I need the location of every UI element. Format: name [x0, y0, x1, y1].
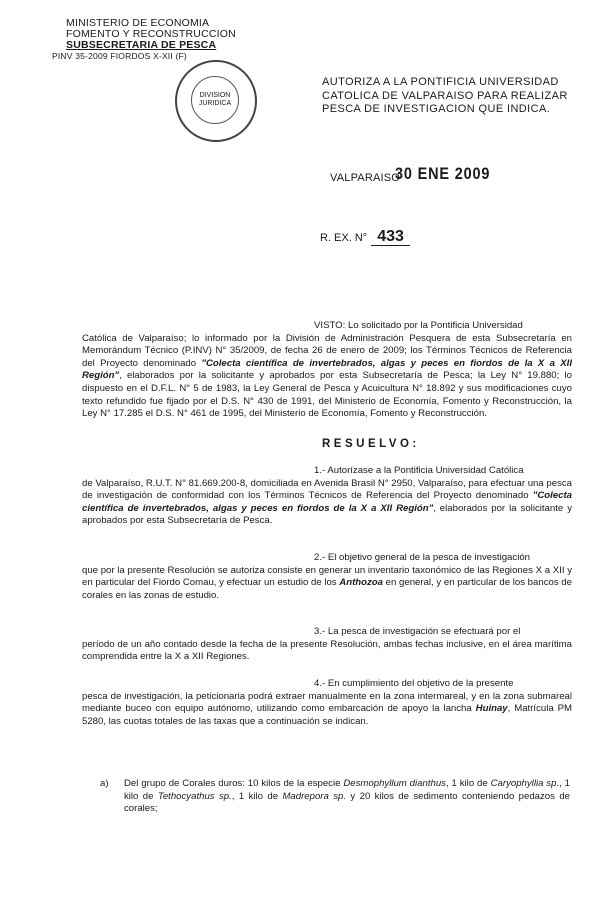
letterhead-ministry: MINISTERIO DE ECONOMIA: [66, 17, 210, 29]
item-a-text-4: , 1 kilo de: [231, 790, 283, 802]
species-desmophyllum: Desmophyllum dianthus: [343, 778, 446, 789]
division-juridica-seal: [175, 60, 257, 142]
article-3: [82, 626, 572, 664]
letterhead: [52, 17, 236, 62]
visto-text-1: Católica de Valparaíso; lo informado por la División de Administración Pesquera de esta Subsecretaría en Memorándum Técnico (P.INV) N° 35/2009, de fecha 26 de enero de 2009; los Términos Técnicos de Referencia del Proyecto denominado: [82, 332, 572, 369]
article-1-project-title: "Colecta científica de invertebrados, algas y peces en fiordos de la X a XII Región": [82, 490, 572, 514]
article-1-text-1: de Valparaíso, R.U.T. N° 81.669.200-8, domiciliada en Avenida Brasil N° 2950, Valparaíso, para efectuar una pesca de investigación de conformidad con los Términos Técnicos de Referencia del Proyecto denominado: [82, 477, 572, 502]
article-4-text-1: pesca de investigación, la peticionaria podrá extraer manualmente en la zona intermareal, y en la zona submareal mediante buceo con equipo autónomo, utilizando como embarcación de apoyo la lancha: [82, 690, 572, 715]
article-2: [82, 552, 572, 602]
article-1: [82, 465, 572, 528]
species-tethocyathus: Tethocyathus sp.: [157, 790, 232, 802]
place-label: VALPARAISO: [330, 172, 401, 184]
article-4: [82, 678, 572, 728]
resolution-number-label: R. EX. N°: [320, 232, 368, 244]
species-madrepora: Madrepora sp.: [282, 790, 347, 802]
resuelvo-heading: RESUELVO:: [322, 438, 420, 450]
article-4-lead: 4.- En cumplimiento del objetivo de la presente: [314, 678, 514, 689]
article-2-text-2: en general, y en particular de los bancos de corales en las zonas de estudio.: [82, 577, 572, 601]
item-a-text-2: , 1 kilo de: [445, 778, 491, 789]
article-4-vessel: Huinay: [475, 703, 508, 715]
resolution-number: [320, 228, 410, 246]
letterhead-subsecretaria: SUBSECRETARIA DE PESCA: [66, 39, 217, 51]
species-caryophyllia: Caryophyllia sp.: [490, 778, 560, 789]
visto-text-2: , elaborados por la solicitante y aprobados por esta Subsecretaría de Pesca; la Ley N° 19.880; lo dispuesto en el D.F.L. N° 5 de 1983, la Ley General de Pesca y Acuicultura N° 18.892 y sus modificaciones cuyo texto refundido fue fijado por el D.S. N° 430 de 1991, del Ministerio de Economía, Fomento y Reconstrucción, la Ley N° 17.285 el D.S. N° 461 de 1995, del Ministerio de Economía, Fomento y Reconstrucción.: [82, 370, 572, 420]
visto-lead: VISTO: Lo solicitado por la Pontificia Universidad: [314, 320, 523, 331]
seal-text-2: JURIDICA: [198, 100, 232, 107]
item-a-text: [124, 778, 570, 816]
item-a-text-3: , 1 kilo de: [124, 778, 571, 802]
article-2-text-1: que por la presente Resolución se autoriza consiste en generar un inventario taxonómico de las Regiones X a XII y en particular del Fiordo Comau, y efectuar un estudio de los: [82, 564, 572, 589]
quota-item-a: [100, 778, 570, 816]
article-1-lead: 1.- Autorízase a la Pontificia Universidad Católica: [314, 465, 524, 476]
article-4-text-2: , Matrícula PM 5280, las cuotas totales de las taxas que a continuación se indican.: [82, 703, 572, 727]
item-marker: a): [100, 778, 109, 789]
article-3-lead: 3.- La pesca de investigación se efectuará por el: [314, 626, 521, 637]
visto-paragraph: [82, 320, 572, 421]
article-2-taxon: Anthozoa: [339, 577, 383, 589]
article-2-lead: 2.- El objetivo general de la pesca de investigación: [314, 552, 530, 563]
article-3-text: período de un año contado desde la fecha de la presente Resolución, ambas fechas inclusive, en el área marítima comprendida entre la X a XII Regiones.: [82, 638, 572, 663]
letterhead-reference: PINV 35-2009 FIORDOS X-XII (F): [52, 51, 187, 61]
item-a-text-5: y 20 kilos de sedimento conteniendo pedazos de corales;: [124, 790, 571, 815]
visto-project-title: "Colecta científica de invertebrados, algas y peces en fiordos de la X a XII Región": [82, 357, 572, 382]
letterhead-ministry-2: FOMENTO Y RECONSTRUCCION: [66, 28, 236, 40]
date-stamp: 30 ENE 2009: [395, 164, 491, 183]
item-a-text-1: Del grupo de Corales duros: 10 kilos de la especie: [124, 778, 344, 789]
resolution-summary: AUTORIZA A LA PONTIFICIA UNIVERSIDAD CATOLICA DE VALPARAISO PARA REALIZAR PESCA DE INVESTIGACION QUE INDICA.: [322, 76, 568, 115]
resolution-number-value: 433: [371, 228, 410, 246]
seal-center: [191, 76, 239, 124]
seal-text-1: DIVISION: [199, 92, 231, 99]
article-1-text-2: , elaborados por la solicitante y aprobados por esta Subsecretaría de Pesca.: [82, 502, 572, 527]
